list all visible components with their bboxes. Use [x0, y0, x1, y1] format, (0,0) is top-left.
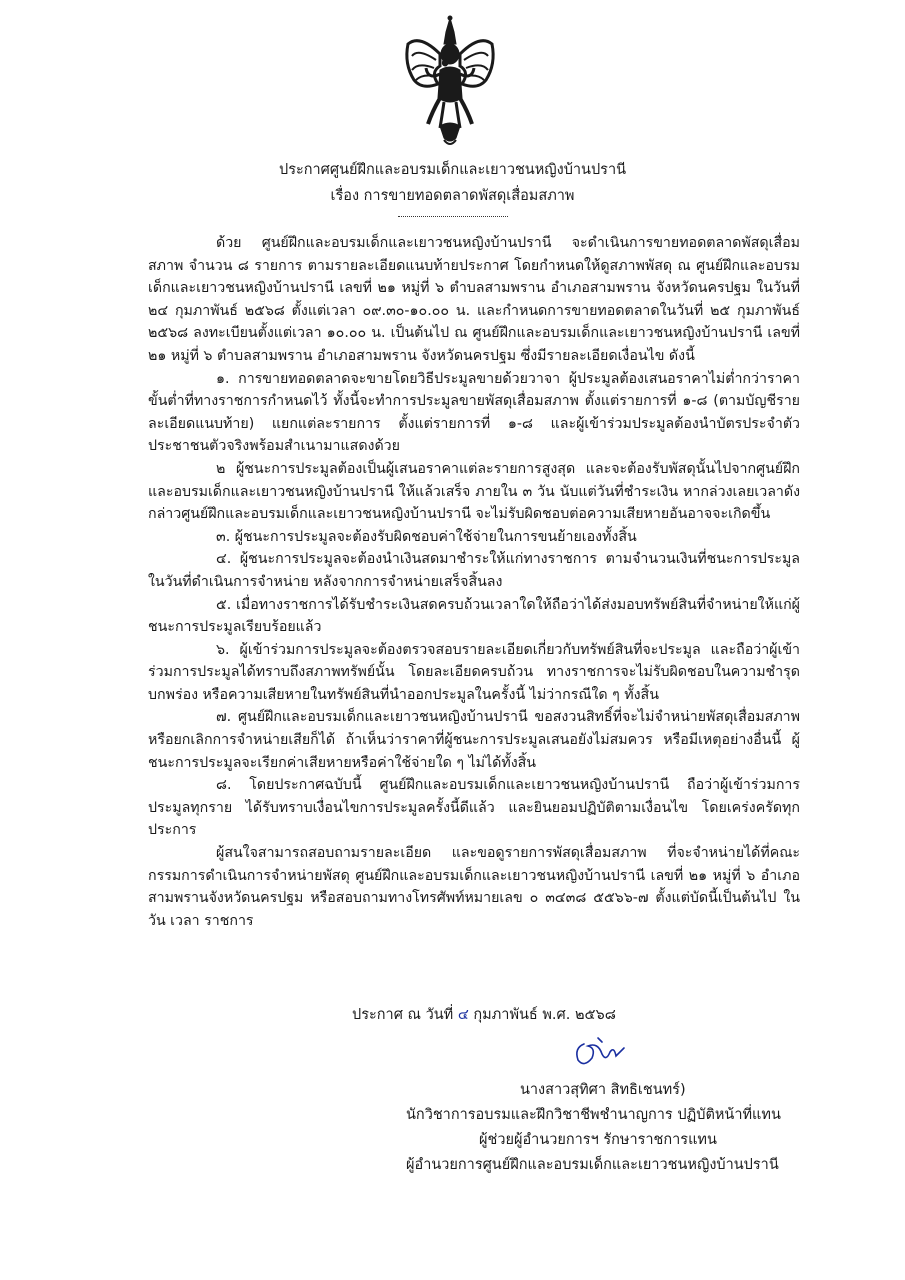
condition-item-1: ๑. การขายทอดตลาดจะขายโดยวิธีประมูลขายด้วยวาจา ผู้ประมูลต้องเสนอราคาไม่ต่ำกว่าราคาขั้นต่ำที่ทางราชการกำหนดไว้ ทั้งนี้จะทำการประมูลขายพัสดุเสื่อมสภาพ ตั้งแต่รายการที่ ๑-๘ (ตามบัญชีรายละเอียดแนบท้าย) แยกแต่ละรายการ ตั้งแต่รายการที่ ๑-๘ และผู้เข้าร่วมประมูลต้องนำบัตรประจำตัวประชาชนตัวจริงพร้อมสำเนามาแสดงด้วย — [148, 370, 800, 455]
condition-item-5: ๕. เมื่อทางราชการได้รับชำระเงินสดครบถ้วนเวลาใดให้ถือว่าได้ส่งมอบทรัพย์สินที่จำหน่ายให้แก่ผู้ชนะการประมูลเรียบร้อยแล้ว — [148, 596, 800, 636]
document-title: ประกาศศูนย์ฝึกและอบรมเด็กและเยาวชนหญิงบ้านปรานี — [278, 162, 627, 178]
condition-item-2: ๒ ผู้ชนะการประมูลต้องเป็นผู้เสนอราคาแต่ละรายการสูงสุด และจะต้องรับพัสดุนั้นไปจากศูนย์ฝึกและอบรมเด็กและเยาวชนหญิงบ้านปรานี ให้แล้วเสร็จ ภายใน ๓ วัน นับแต่วันที่ชำระเงิน หากล่วงเลยเวลาดังกล่าวศูนย์ฝึกและอบรมเด็กและเยาวชนหญิงบ้านปรานี จะไม่รับผิดชอบต่อความเสียหายอันอาจจะเกิดขึ้น — [148, 460, 800, 523]
signatory-position-1: นักวิชาการอบรมและฝึกวิชาชีพชำนาญการ ปฏิบัติหน้าที่แทน — [406, 1107, 781, 1123]
announce-date — [352, 1003, 616, 1026]
announcement-body — [148, 232, 800, 932]
intro-paragraph: ด้วย ศูนย์ฝึกและอบรมเด็กและเยาวชนหญิงบ้านปรานี จะดำเนินการขายทอดตลาดพัสดุเสื่อมสภาพ จำนวน ๘ รายการ ตามรายละเอียดแนบท้ายประกาศ โดยกำหนดให้ดูสภาพพัสดุ ณ ศูนย์ฝึกและอบรมเด็กและเยาวชนหญิงบ้านปรานี เลขที่ ๒๑ หมู่ที่ ๖ ตำบลสามพราน อำเภอสามพราน จังหวัดนครปฐม ในวันที่ ๒๔ กุมภาพันธ์ ๒๕๖๘ ตั้งแต่เวลา ๐๙.๓๐-๑๐.๐๐ น. และกำหนดการขายทอดตลาดในวันที่ ๒๕ กุมภาพันธ์ ๒๕๖๘ ลงทะเบียนตั้งแต่เวลา ๑๐.๐๐ น. เป็นต้นไป ณ ศูนย์ฝึกและอบรมเด็กและเยาวชนหญิงบ้านปรานี เลขที่ ๒๑ หมู่ที่ ๖ ตำบลสามพราน อำเภอสามพราน จังหวัดนครปฐม ซึ่งมีรายละเอียดเงื่อนไข ดังนี้ — [148, 235, 800, 364]
handwritten-signature-icon — [568, 1034, 630, 1072]
signatory-position-3: ผู้อำนวยการศูนย์ฝึกและอบรมเด็กและเยาวชนหญิงบ้านปรานี — [406, 1157, 779, 1173]
condition-item-4: ๔. ผู้ชนะการประมูลจะต้องนำเงินสดมาชำระให้แก่ทางราชการ ตามจำนวนเงินที่ชนะการประมูลในวันที่ดำเนินการจำหน่าย หลังจากการจำหน่ายเสร็จสิ้นลง — [148, 551, 800, 590]
condition-item-6: ๖. ผู้เข้าร่วมการประมูลจะต้องตรวจสอบรายละเอียดเกี่ยวกับทรัพย์สินที่จะประมูล และถือว่าผู้เข้าร่วมการประมูลได้ทราบถึงสภาพทรัพย์นั้น โดยละเอียดครบถ้วน ทางราชการจะไม่รับผิดชอบในความชำรุดบกพร่อง หรือความเสียหายในทรัพย์สินที่นำออกประมูลในครั้งนี้ ไม่ว่ากรณีใด ๆ ทั้งสิ้น — [148, 641, 800, 703]
announce-date-prefix: ประกาศ ณ วันที่ — [352, 1007, 454, 1023]
signatory-position-2: ผู้ช่วยผู้อำนวยการฯ รักษาราชการแทน — [479, 1132, 717, 1148]
document-subject: เรื่อง การขายทอดตลาดพัสดุเสื่อมสภาพ — [330, 188, 575, 204]
separator-line — [398, 216, 508, 217]
garuda-emblem-icon — [400, 14, 500, 149]
condition-item-3: ๓. ผู้ชนะการประมูลจะต้องรับผิดชอบค่าใช้จ่ายในการขนย้ายเองทั้งสิ้น — [216, 528, 637, 545]
announce-date-day: ๔ — [457, 1007, 469, 1023]
condition-item-8: ๘. โดยประกาศฉบับนี้ ศูนย์ฝึกและอบรมเด็กและเยาวชนหญิงบ้านปรานี ถือว่าผู้เข้าร่วมการประมูลทุกราย ได้รับทราบเงื่อนไขการประมูลครั้งนี้ดีแล้ว และยินยอมปฏิบัติตามเงื่อนไข โดยเคร่งครัดทุกประการ — [148, 777, 800, 839]
announce-date-month-year: กุมภาพันธ์ พ.ศ. ๒๕๖๘ — [473, 1007, 616, 1023]
signatory-name: นางสาวสุทิศา สิทธิเชนทร์) — [520, 1082, 686, 1098]
contact-paragraph: ผู้สนใจสามารถสอบถามรายละเอียด และขอดูรายการพัสดุเสื่อมสภาพ ที่จะจำหน่ายได้ที่คณะกรรมการดำเนินการจำหน่ายพัสดุ ศูนย์ฝึกและอบรมเด็กและเยาวชนหญิงบ้านปรานี เลขที่ ๒๑ หมู่ที่ ๖ อำเภอสามพรานจังหวัดนครปฐม หรือสอบถามทางโทรศัพท์หมายเลข ๐ ๓๔๓๘ ๕๕๖๖-๗ ตั้งแต่บัดนี้เป็นต้นไป ในวัน เวลา ราชการ — [148, 845, 800, 929]
condition-item-7: ๗. ศูนย์ฝึกและอบรมเด็กและเยาวชนหญิงบ้านปรานี ขอสงวนสิทธิ์ที่จะไม่จำหน่ายพัสดุเสื่อมสภาพหรือยกเลิกการจำหน่ายเสียก็ได้ ถ้าเห็นว่าราคาที่ผู้ชนะการประมูลเสนอยังไม่สมควร หรือมีเหตุอย่างอื่นนี้ ผู้ชนะการประมูลจะเรียกค่าเสียหายหรือค่าใช้จ่ายใด ๆ ไม่ได้ทั้งสิ้น — [148, 709, 800, 771]
